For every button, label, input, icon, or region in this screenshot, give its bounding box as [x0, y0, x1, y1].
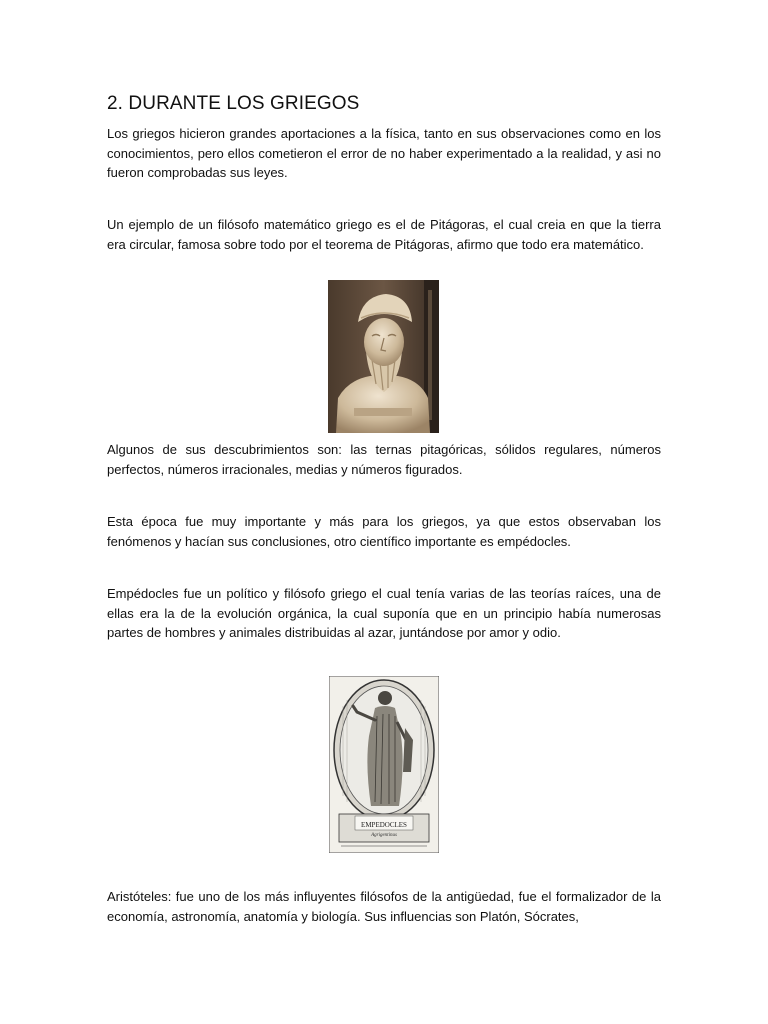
- paragraph-intro: Los griegos hicieron grandes aportaciones a la física, tanto en sus observaciones como en los conocimientos, pero ellos cometieron el error de no haber experimentado a la realidad, y asi no fueron comprobadas sus leyes.: [107, 126, 661, 180]
- paragraph-pythagoras: Un ejemplo de un filósofo matemático griego es el de Pitágoras, el cual creia en que la tierra era circular, famosa sobre todo por el teorema de Pitágoras, afirmo que todo era matemático.: [107, 217, 661, 252]
- paragraph-aristoteles: Aristóteles: fue uno de los más influyentes filósofos de la antigüedad, fue el formalizador de la economía, astronomía, anatomía y biología. Sus influencias son Platón, Sócrates,: [107, 889, 661, 924]
- paragraph-epoch: Esta época fue muy importante y más para los griegos, ya que estos observaban los fenómenos y hacían sus conclusiones, otro científico importante es empédocles.: [107, 514, 661, 549]
- paragraph-empedocles: Empédocles fue un político y filósofo griego el cual tenía varias de las teorías raíces, una de ellas era la de la evolución orgánica, la cual suponía que en un principio había numerosas partes de hombres y animales distribuidas al azar, juntándose por amor y odio.: [107, 586, 661, 640]
- engraving-subcaption: Agrigentinus: [371, 833, 397, 838]
- section-heading: 2. DURANTE LOS GRIEGOS: [107, 93, 360, 114]
- pythagoras-bust-image: [328, 280, 439, 433]
- engraving-caption: EMPEDOCLES: [361, 821, 407, 829]
- empedocles-engraving-image: [329, 676, 439, 853]
- paragraph-discoveries: Algunos de sus descubrimientos son: las ternas pitagóricas, sólidos regulares, números perfectos, números irracionales, medias y números figurados.: [107, 442, 661, 477]
